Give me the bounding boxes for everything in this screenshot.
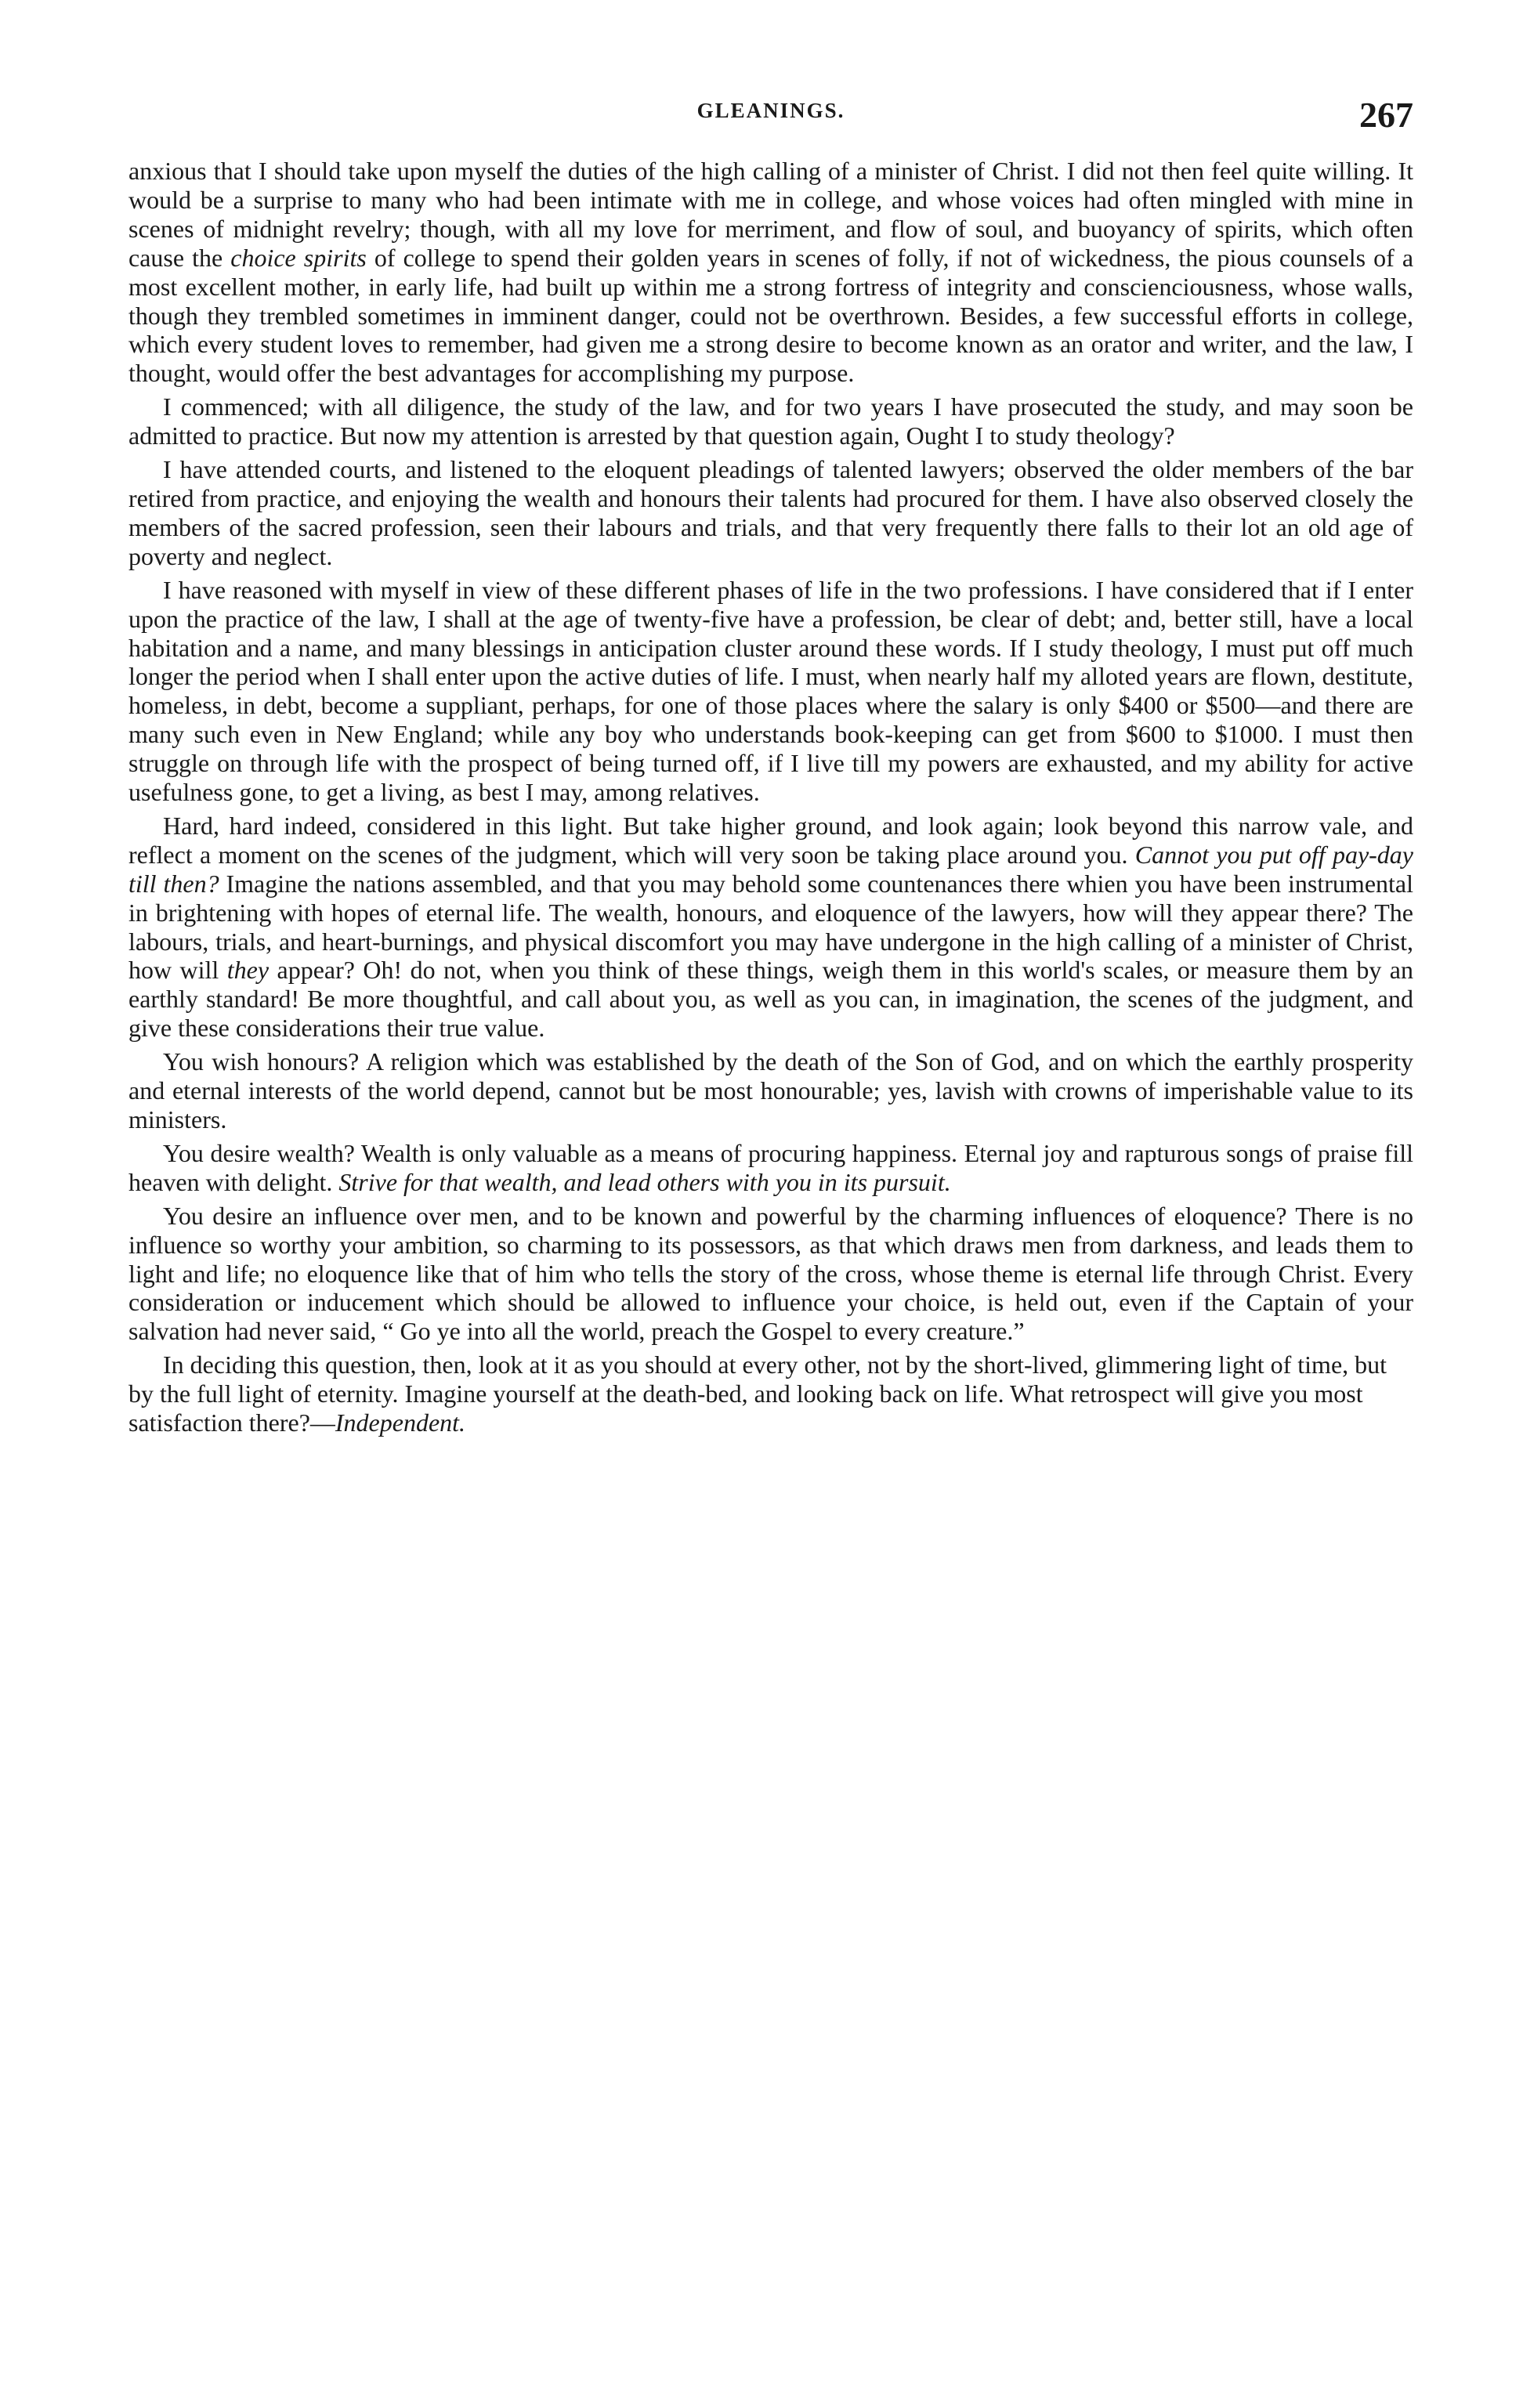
paragraph-6: You wish honours? A religion which was established by the death of the Son of God, and on which the earthly prosperity and eternal interests of the world depend, cannot but be most honourable; yes, lavish with crowns of imperishable value to its ministers. xyxy=(128,1047,1413,1133)
running-title: GLEANINGS. xyxy=(696,99,845,122)
running-head xyxy=(128,94,1413,138)
paragraph-9 xyxy=(128,1350,1413,1437)
paragraph-1 xyxy=(128,157,1413,388)
paragraph-5 xyxy=(128,812,1413,1043)
paragraph-1-text: anxious that I should take upon myself the duties of the high calling of a minister of Christ. I did not then feel quite willing. It would be a surprise to many who had been intimate with me in college, and whose voices had often mingled with mine in scenes of midnight revelry; though, with all my love for merriment, and flow of soul, and buoyancy of spirits, which often cause the xyxy=(128,157,1413,272)
source-attribution: Independent. xyxy=(335,1408,466,1437)
paragraph-5-italic-they: they xyxy=(226,956,270,985)
page-number: 267 xyxy=(1359,95,1413,135)
paragraph-1-italic: choice spirits xyxy=(230,243,367,272)
paragraph-5-italic-question: Cannot you put off pay-day till then? xyxy=(128,840,1414,898)
paragraph-9-text: In deciding this question, then, look at it as you should at every other, not by the short-lived, glimmering light of time, but by the full light of eternity. Imagine yourself at the death-bed, and looking back on life. What retrospect will give you most satisfaction there?— xyxy=(128,1350,1387,1437)
paragraph-5-text: Hard, hard indeed, considered in this light. But take higher ground, and look again; look beyond this narrow vale, and reflect a moment on the scenes of the judgment, which will very soon be taking place around you. xyxy=(128,811,1413,869)
paragraph-7-italic: Strive for that wealth, and lead others with you in its pursuit. xyxy=(338,1167,951,1196)
paragraph-5-text-end: appear? Oh! do not, when you think of these things, weigh them in this world's scales, or measure them by an earthly standard! Be more thoughtful, and call about you, as well as you can, in imagination, the scenes of the judgment, and give these considerations their true value. xyxy=(128,956,1414,1043)
paragraph-7-text: You desire wealth? Wealth is only valuable as a means of procuring happiness. Eternal joy and rapturous songs of praise fill heaven with delight. xyxy=(128,1138,1413,1196)
paragraph-1-text-cont: of college to spend their golden years in scenes of folly, if not of wickedness, the pious counsels of a most excellent mother, in early life, had built up within me a strong fortress of integrity and conscienciousness, whose walls, though they trembled sometimes in imminent danger, could not be overthrown. Besides, a few successful efforts in college, which every student loves to remember, had given me a strong desire to become known as an orator and writer, and the law, I thought, would offer the best advantages for accomplishing my purpose. xyxy=(128,243,1414,388)
paragraph-3: I have attended courts, and listened to the eloquent pleadings of talented lawyers; observed the older members of the bar retired from practice, and enjoying the wealth and honours their talents had procured for them. I have also observed closely the members of the sacred profession, seen their labours and trials, and that very frequently there falls to their lot an old age of poverty and neglect. xyxy=(128,455,1413,570)
paragraph-8: You desire an influence over men, and to be known and powerful by the charming influences of eloquence? There is no influence so worthy your ambition, so charming to its possessors, as that which draws men from darkness, and leads them to light and life; no eloquence like that of him who tells the story of the cross, whose theme is eternal life through Christ. Every consideration or inducement which should be allowed to influence your choice, is held out, even if the Captain of your salvation had never said, “ Go ye into all the world, preach the Gospel to every creature.” xyxy=(128,1201,1413,1346)
paragraph-5-text-cont: Imagine the nations assembled, and that you may behold some countenances there whien you have been instrumental in brightening with hopes of eternal life. The wealth, honours, and eloquence of the lawyers, how will they appear there? The labours, trials, and heart-burnings, and physical discomfort you may have undergone in the high calling of a minister of Christ, how will xyxy=(128,869,1414,985)
paragraph-2: I commenced; with all diligence, the study of the law, and for two years I have prosecuted the study, and may soon be admitted to practice. But now my attention is arrested by that question again, Ought I to study theology? xyxy=(128,392,1413,450)
article-body xyxy=(128,157,1413,1442)
paragraph-7 xyxy=(128,1139,1413,1197)
paragraph-4: I have reasoned with myself in view of these different phases of life in the two professions. I have considered that if I enter upon the practice of the law, I shall at the age of twenty-five have a profession, be clear of debt; and, better still, have a local habitation and a name, and many blessings in anticipation cluster around these words. If I study theology, I must put off much longer the period when I shall enter upon the active duties of life. I must, when nearly half my alloted years are flown, destitute, homeless, in debt, become a suppliant, perhaps, for one of those places where the salary is only $400 or $500—and there are many such even in New England; while any boy who understands book-keeping can get from $600 to $1000. I must then struggle on through life with the prospect of being turned off, if I live till my powers are exhausted, and my ability for active usefulness gone, to get a living, as best I may, among relatives. xyxy=(128,575,1413,807)
